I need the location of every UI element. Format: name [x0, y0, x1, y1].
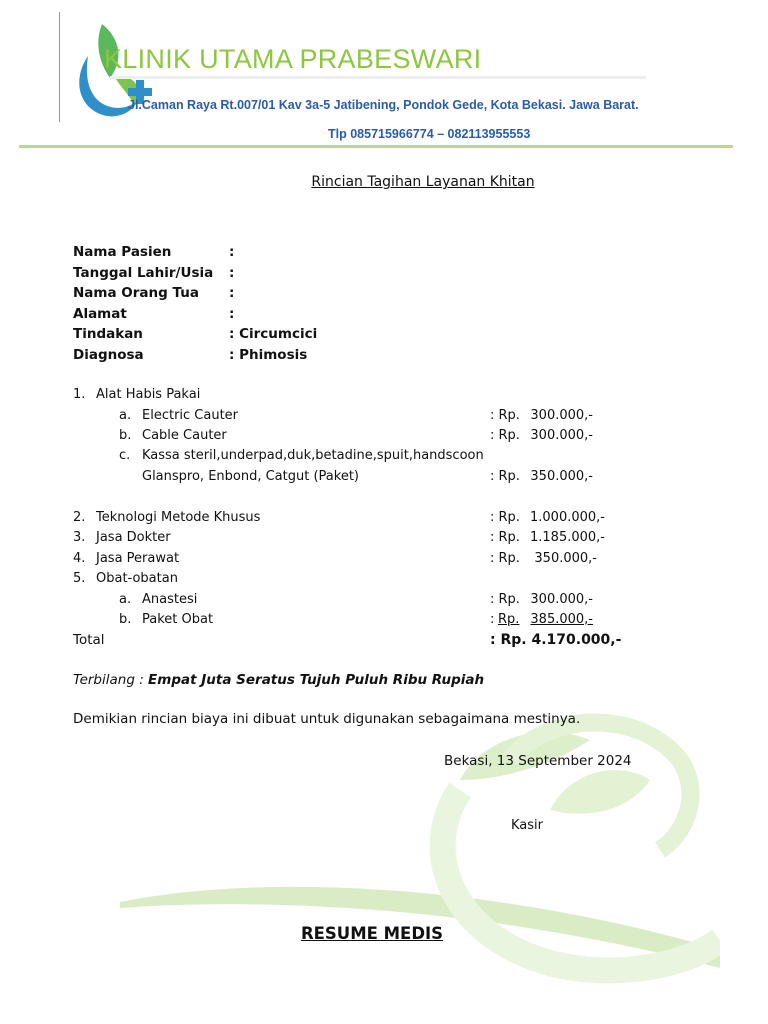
amount-jasa-perawat: 350.000,- — [534, 551, 597, 566]
subitem-letter: a. — [119, 592, 132, 607]
field-label-tindakan: Tindakan — [73, 326, 143, 342]
terbilang-text: Empat Juta Seratus Tujuh Puluh Ribu Rupiah — [148, 672, 485, 688]
subitem-letter: b. — [119, 428, 132, 443]
colon: : — [490, 612, 495, 627]
amount-paket-obat: 385.000,- — [530, 612, 593, 627]
field-label-tanggal-lahir: Tanggal Lahir/Usia — [73, 265, 214, 281]
amount-kassa-paket: 350.000,- — [530, 469, 593, 484]
rp-prefix: : Rp. — [490, 592, 520, 607]
rp-prefix: : Rp. — [490, 469, 520, 484]
subitem-label-cable-cauter: Cable Cauter — [142, 428, 227, 443]
subitem-label-electric-cauter: Electric Cauter — [142, 408, 239, 423]
field-label-diagnosa: Diagnosa — [73, 347, 144, 363]
field-value-nama-pasien: : — [229, 244, 235, 260]
amount-cable-cauter: 300.000,- — [530, 428, 593, 443]
field-label-alamat: Alamat — [73, 306, 127, 322]
item-number: 4. — [73, 551, 86, 566]
subitem-letter: c. — [119, 448, 131, 463]
rp-prefix: : Rp. — [490, 530, 520, 545]
item-label-jasa-dokter: Jasa Dokter — [96, 530, 171, 545]
field-label-nama-orang-tua: Nama Orang Tua — [73, 285, 199, 301]
clinic-address: Jl.Caman Raya Rt.007/01 Kav 3a-5 Jatibening, Pondok Gede, Kota Bekasi. Jawa Barat. — [128, 98, 639, 112]
subitem-label-paket-obat: Paket Obat — [142, 612, 214, 627]
item-number: 1. — [73, 387, 86, 402]
item-number: 2. — [73, 510, 86, 525]
item-label-obat-obatan: Obat-obatan — [96, 571, 178, 586]
field-label-nama-pasien: Nama Pasien — [73, 244, 172, 260]
rp-prefix: : Rp. — [490, 551, 520, 566]
field-value-tanggal-lahir: : — [229, 265, 235, 281]
rp-prefix: : Rp. — [490, 408, 520, 423]
header-divider-vertical — [59, 12, 60, 122]
amount-electric-cauter: 300.000,- — [530, 408, 593, 423]
item-label-jasa-perawat: Jasa Perawat — [96, 551, 180, 566]
document-title: Rincian Tagihan Layanan Khitan — [311, 174, 535, 190]
field-value-diagnosa: : Phimosis — [229, 347, 308, 363]
amount-anastesi: 300.000,- — [530, 592, 593, 607]
total-value: : Rp. 4.170.000,- — [490, 632, 622, 648]
terbilang-line — [73, 672, 484, 688]
item-number: 5. — [73, 571, 86, 586]
place-date: Bekasi, 13 September 2024 — [444, 753, 632, 769]
field-value-alamat: : — [229, 306, 235, 322]
subitem-label-kassa-paket-line2: Glanspro, Enbond, Catgut (Paket) — [142, 469, 359, 484]
header-divider — [19, 145, 733, 148]
clinic-name-underline — [110, 76, 646, 79]
amount-jasa-dokter: 1.185.000,- — [530, 530, 605, 545]
subitem-label-anastesi: Anastesi — [142, 592, 198, 607]
subitem-letter: b. — [119, 612, 132, 627]
item-number: 3. — [73, 530, 86, 545]
field-value-tindakan: : Circumcici — [229, 326, 318, 342]
subitem-letter: a. — [119, 408, 132, 423]
item-label-alat-habis-pakai: Alat Habis Pakai — [96, 387, 201, 402]
signer-role: Kasir — [511, 818, 543, 833]
total-label: Total — [73, 632, 105, 648]
rp-prefix: : Rp. — [490, 510, 520, 525]
item-label-teknologi: Teknologi Metode Khusus — [96, 510, 261, 525]
field-value-nama-orang-tua: : — [229, 285, 235, 301]
rp-prefix: : Rp. — [490, 428, 520, 443]
rp-prefix-underlined: Rp. — [498, 612, 520, 627]
clinic-phone: Tlp 085715966774 – 082113955553 — [328, 127, 531, 141]
subitem-label-kassa-paket: Kassa steril,underpad,duk,betadine,spuit,handscoon — [142, 448, 484, 463]
clinic-name: KLINIK UTAMA PRABESWARI — [104, 44, 482, 74]
amount-teknologi: 1.000.000,- — [530, 510, 605, 525]
closing-statement: Demikian rincian biaya ini dibuat untuk digunakan sebagaimana mestinya. — [73, 711, 581, 727]
leaf-watermark-icon — [120, 700, 720, 1024]
resume-title: RESUME MEDIS — [300, 924, 444, 943]
terbilang-prefix: Terbilang : — [73, 672, 144, 688]
